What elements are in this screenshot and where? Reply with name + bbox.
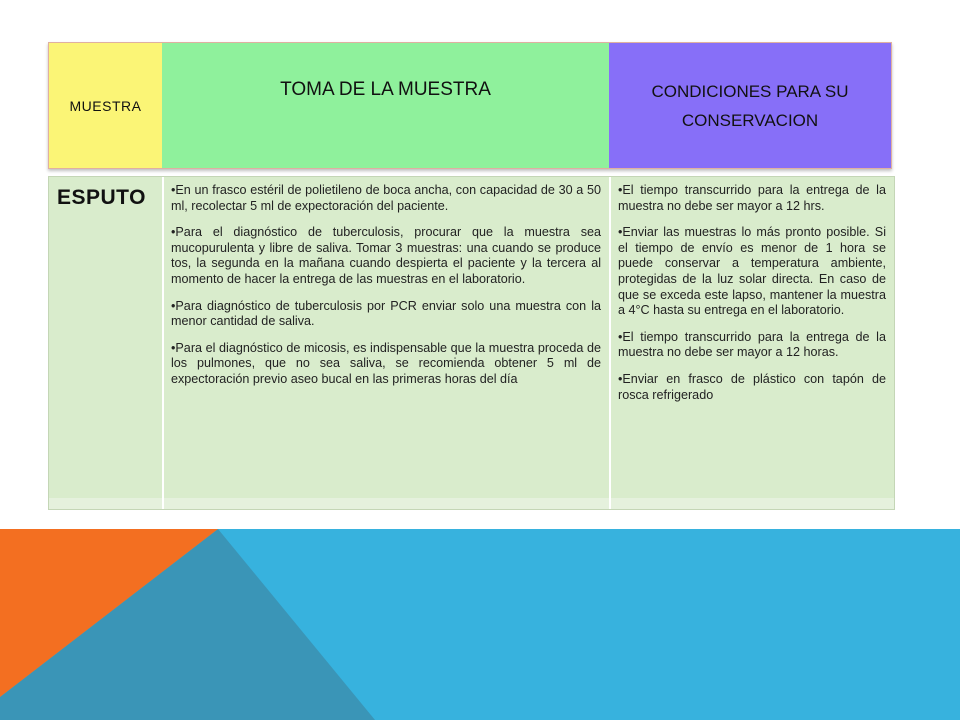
- sample-cell: [49, 177, 164, 509]
- sample-table: [48, 176, 895, 510]
- sample-name: ESPUTO: [57, 186, 146, 209]
- collection-cell: [164, 177, 611, 509]
- collection-item: •En un frasco estéril de polietileno de boca ancha, con capacidad de 30 a 50 ml, recolectar 5 ml de expectoración del paciente.: [171, 183, 601, 213]
- header-condiciones: [609, 43, 891, 168]
- conservation-item: •El tiempo transcurrido para la entrega de la muestra no debe ser mayor a 12 horas.: [618, 329, 886, 360]
- table-bottom-strip: [49, 498, 162, 509]
- collection-item: •Para el diagnóstico de micosis, es indispensable que la muestra proceda de los pulmones, que no sea saliva, se recomienda obtener 5 ml de expectoración previo aseo bucal en las primeras horas del día: [171, 340, 601, 386]
- collection-item: •Para diagnóstico de tuberculosis por PCR enviar solo una muestra con la menor cantidad de saliva.: [171, 298, 601, 329]
- conservation-item: •El tiempo transcurrido para la entrega de la muestra no debe ser mayor a 12 hrs.: [618, 183, 886, 213]
- conservation-item: •Enviar las muestras lo más pronto posible. Si el tiempo de envío es menor de 1 hora se puede conservar a temperatura ambiente, protegidas de la luz solar directa. En caso de que se exceda este lapso, mantener la muestra a 4°C hasta su entrega en el laboratorio.: [618, 225, 886, 318]
- table-bottom-strip: [611, 498, 894, 509]
- collection-item: •Para el diagnóstico de tuberculosis, procurar que la muestra sea mucopurulenta y libre de saliva. Tomar 3 muestras: una cuando se produce tos, la segunda en la mañana cuando despierta el paciente y la tercera al momento de hacer la entrega de las muestras en el laboratorio.: [171, 225, 601, 286]
- header-condiciones-line1: CONDICIONES PARA SU: [651, 81, 849, 101]
- conservation-list: [618, 183, 886, 403]
- table-header: [48, 42, 892, 169]
- table-bottom-strip: [164, 498, 609, 509]
- decorative-footer: [0, 529, 960, 720]
- header-toma-de-la-muestra: TOMA DE LA MUESTRA: [162, 43, 609, 168]
- collection-list: [171, 183, 601, 388]
- conservation-item: •Enviar en frasco de plástico con tapón de rosca refrigerado: [618, 371, 886, 402]
- header-condiciones-line2: CONSERVACION: [681, 110, 819, 130]
- header-muestra: MUESTRA: [49, 43, 162, 168]
- conservation-cell: [611, 177, 894, 509]
